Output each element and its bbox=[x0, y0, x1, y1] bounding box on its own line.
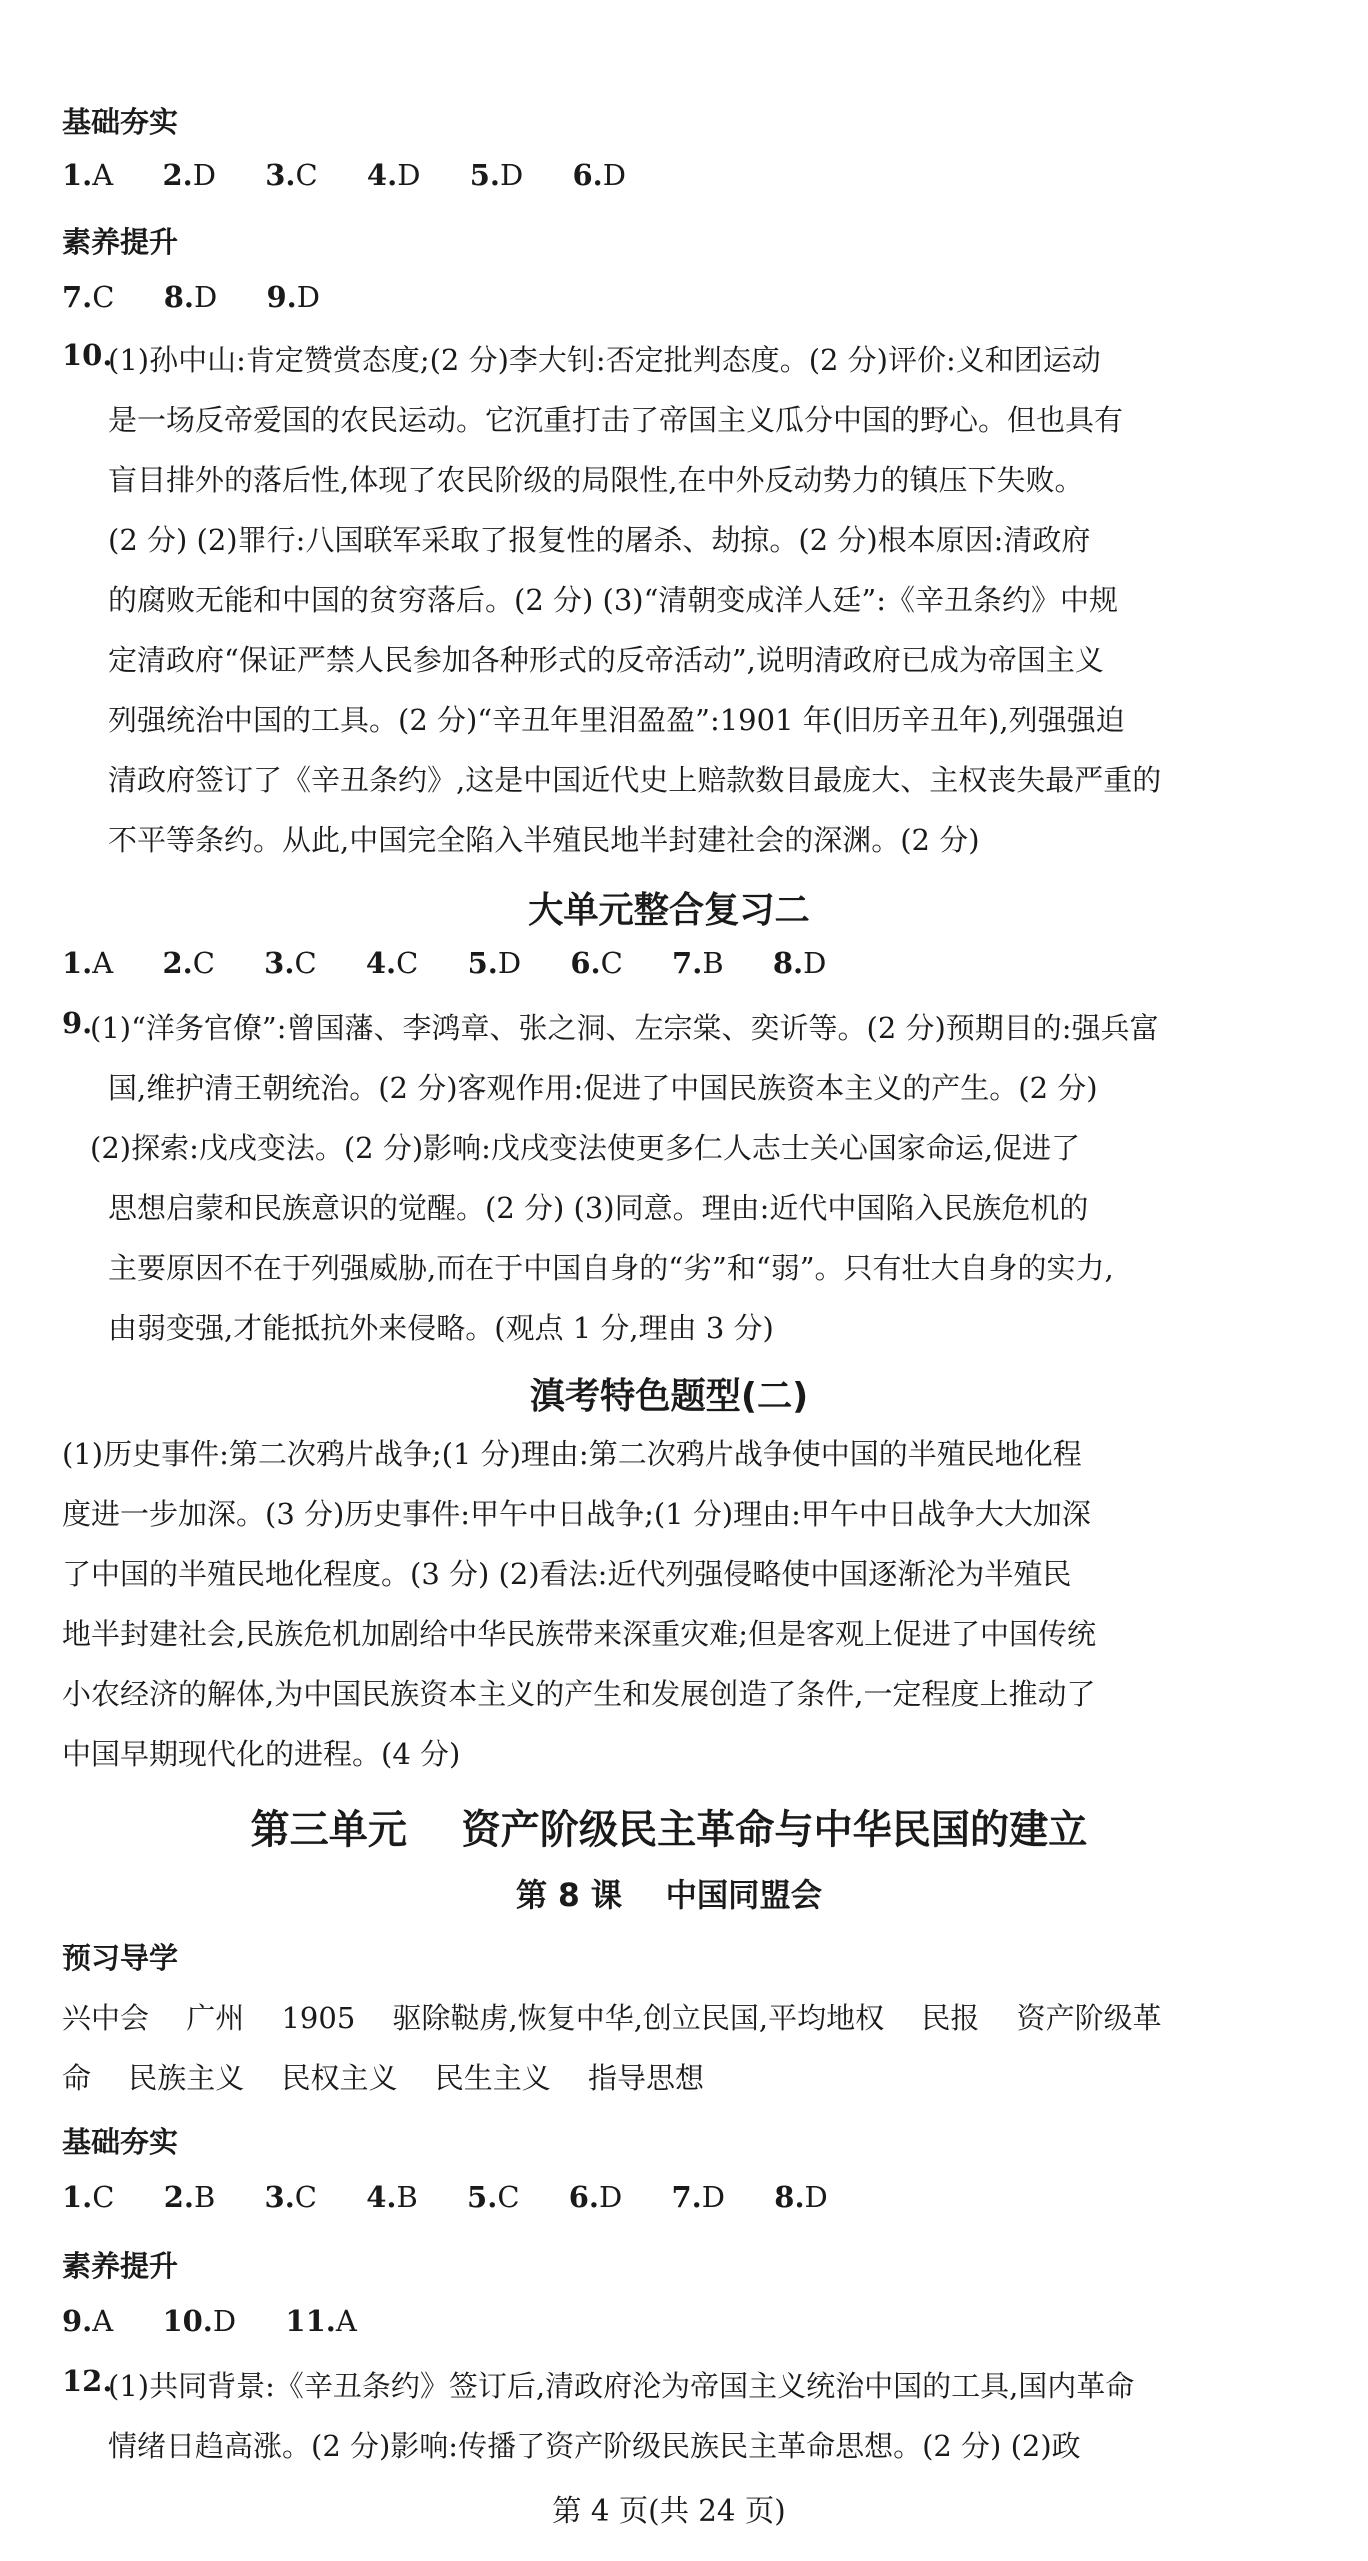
answer-item: 1.A bbox=[62, 946, 114, 980]
heading-basic-1: 基础夯实 bbox=[62, 105, 179, 139]
answer-item: 9.A bbox=[62, 2304, 114, 2338]
improve-answers-1 bbox=[62, 280, 360, 314]
q10-line: 定清政府“保证严禁人民参加各种形式的反帝活动”,说明清政府已成为帝国主义 bbox=[108, 643, 1104, 677]
preview-term: 资产阶级革 bbox=[1016, 2001, 1162, 2035]
heading-improve-1: 素养提升 bbox=[62, 225, 179, 259]
answer-item: 7.D bbox=[671, 2180, 726, 2214]
answer-item: 8.D bbox=[163, 280, 218, 314]
answer-item: 4.D bbox=[366, 158, 421, 192]
page-footer: 第 4 页(共 24 页) bbox=[552, 2494, 786, 2529]
answer-item: 1.A bbox=[62, 158, 114, 192]
improve-answers-2 bbox=[62, 2304, 397, 2338]
q12-line: (1)共同背景:《辛丑条约》签订后,清政府沦为帝国主义统治中国的工具,国内革命 bbox=[108, 2369, 1135, 2403]
answer-item: 5.D bbox=[469, 158, 524, 192]
q9-line: (2)探索:戊戌变法。(2 分)影响:戊戌变法使更多仁人志士关心国家命运,促进了 bbox=[90, 1131, 1081, 1165]
dian-line: 了中国的半殖民地化程度。(3 分) (2)看法:近代列强侵略使中国逐渐沦为半殖民 bbox=[62, 1557, 1072, 1591]
q9-line: 国,维护清王朝统治。(2 分)客观作用:促进了中国民族资本主义的产生。(2 分) bbox=[108, 1071, 1098, 1105]
preview-line-1 bbox=[62, 1996, 1162, 2037]
q9-line: 由弱变强,才能抵抗外来侵略。(观点 1 分,理由 3 分) bbox=[108, 1311, 774, 1345]
dian-line: 中国早期现代化的进程。(4 分) bbox=[62, 1737, 461, 1771]
q10-line: 盲目排外的落后性,体现了农民阶级的局限性,在中外反动势力的镇压下失败。 bbox=[108, 463, 1084, 497]
heading-basic-2: 基础夯实 bbox=[62, 2125, 179, 2159]
answer-item: 2.D bbox=[162, 158, 216, 192]
answer-item: 2.C bbox=[162, 946, 215, 980]
answer-item: 9.D bbox=[266, 280, 321, 314]
preview-term: 兴中会 bbox=[62, 2001, 150, 2035]
answer-item: 3.C bbox=[265, 158, 318, 192]
dian-line: 小农经济的解体,为中国民族资本主义的产生和发展创造了条件,一定程度上推动了 bbox=[62, 1677, 1096, 1711]
q10-line: 清政府签订了《辛丑条约》,这是中国近代史上赔款数目最庞大、主权丧失最严重的 bbox=[108, 763, 1162, 797]
answer-item: 1.C bbox=[62, 2180, 115, 2214]
q10-line: 不平等条约。从此,中国完全陷入半殖民地半封建社会的深渊。(2 分) bbox=[108, 823, 980, 857]
question-12-number: 12. bbox=[62, 2364, 113, 2398]
answer-item: 10.D bbox=[162, 2304, 237, 2338]
lesson-title: 第 8 课 中国同盟会 bbox=[515, 1876, 823, 1914]
question-10-number: 10. bbox=[62, 338, 113, 372]
q12-line: 情绪日趋高涨。(2 分)影响:传播了资产阶级民族民主革命思想。(2 分) (2)政 bbox=[108, 2429, 1081, 2463]
dian-line: 度进一步加深。(3 分)历史事件:甲午中日战争;(1 分)理由:甲午中日战争大大加深 bbox=[62, 1497, 1091, 1531]
dian-line: 地半封建社会,民族危机加剧给中华民族带来深重灾难;但是客观上促进了中国传统 bbox=[62, 1617, 1096, 1651]
answer-item: 2.B bbox=[163, 2180, 216, 2214]
answer-item: 6.C bbox=[570, 946, 623, 980]
answer-item: 4.B bbox=[366, 2180, 418, 2214]
preview-line-2 bbox=[62, 2056, 704, 2097]
q9-line: 主要原因不在于列强威胁,而在于中国自身的“劣”和“弱”。只有壮大自身的实力, bbox=[108, 1251, 1114, 1285]
preview-term: 广州 bbox=[186, 2001, 245, 2035]
answer-item: 6.D bbox=[572, 158, 626, 192]
answer-item: 5.C bbox=[467, 2180, 520, 2214]
answer-item: 11.A bbox=[285, 2304, 357, 2338]
basic-answers-1 bbox=[62, 158, 666, 192]
q9-line: (1)“洋务官僚”:曾国藩、李鸿章、张之洞、左宗棠、奕䜣等。(2 分)预期目的:强兵富 bbox=[90, 1011, 1159, 1045]
q10-line: 的腐败无能和中国的贫穷落后。(2 分) (3)“清朝变成洋人廷”:《辛丑条约》中规 bbox=[108, 583, 1119, 617]
heading-improve-2: 素养提升 bbox=[62, 2249, 179, 2283]
answer-item: 8.D bbox=[772, 946, 827, 980]
section-title-review: 大单元整合复习二 bbox=[528, 890, 810, 931]
review-answers bbox=[62, 946, 866, 980]
basic-answers-2 bbox=[62, 2180, 868, 2214]
unit-title: 第三单元 资产阶级民主革命与中华民国的建立 bbox=[250, 1807, 1088, 1853]
answer-item: 3.C bbox=[264, 2180, 317, 2214]
heading-preview: 预习导学 bbox=[62, 1941, 179, 1975]
answer-item: 4.C bbox=[365, 946, 419, 980]
section-title-dian: 滇考特色题型(二) bbox=[529, 1376, 809, 1417]
answer-item: 5.D bbox=[467, 946, 522, 980]
dian-line: (1)历史事件:第二次鸦片战争;(1 分)理由:第二次鸦片战争使中国的半殖民地化程 bbox=[62, 1437, 1082, 1471]
q9-line: 思想启蒙和民族意识的觉醒。(2 分) (3)同意。理由:近代中国陷入民族危机的 bbox=[108, 1191, 1089, 1225]
answer-item: 6.D bbox=[568, 2180, 623, 2214]
preview-term: 民权主义 bbox=[281, 2061, 398, 2095]
preview-term: 民报 bbox=[921, 2001, 980, 2035]
question-9-number: 9. bbox=[62, 1006, 93, 1040]
preview-term: 指导思想 bbox=[587, 2061, 704, 2095]
preview-term: 民族主义 bbox=[128, 2061, 245, 2095]
preview-term: 1905 bbox=[281, 2001, 356, 2035]
q10-line: 列强统治中国的工具。(2 分)“辛丑年里泪盈盈”:1901 年(旧历辛丑年),列强强迫 bbox=[108, 703, 1125, 737]
preview-term: 命 bbox=[62, 2061, 92, 2095]
answer-item: 8.D bbox=[774, 2180, 828, 2214]
answer-item: 3.C bbox=[264, 946, 317, 980]
preview-term: 民生主义 bbox=[434, 2061, 551, 2095]
answer-item: 7.B bbox=[672, 946, 724, 980]
preview-term: 驱除鞑虏,恢复中华,创立民国,平均地权 bbox=[392, 2001, 885, 2035]
q10-line: (2 分) (2)罪行:八国联军采取了报复性的屠杀、劫掠。(2 分)根本原因:清政府 bbox=[108, 523, 1091, 557]
answer-item: 7.C bbox=[62, 280, 115, 314]
q10-line: (1)孙中山:肯定赞赏态度;(2 分)李大钊:否定批判态度。(2 分)评价:义和团运动 bbox=[108, 343, 1101, 377]
q10-line: 是一场反帝爱国的农民运动。它沉重打击了帝国主义瓜分中国的野心。但也具有 bbox=[108, 403, 1124, 437]
